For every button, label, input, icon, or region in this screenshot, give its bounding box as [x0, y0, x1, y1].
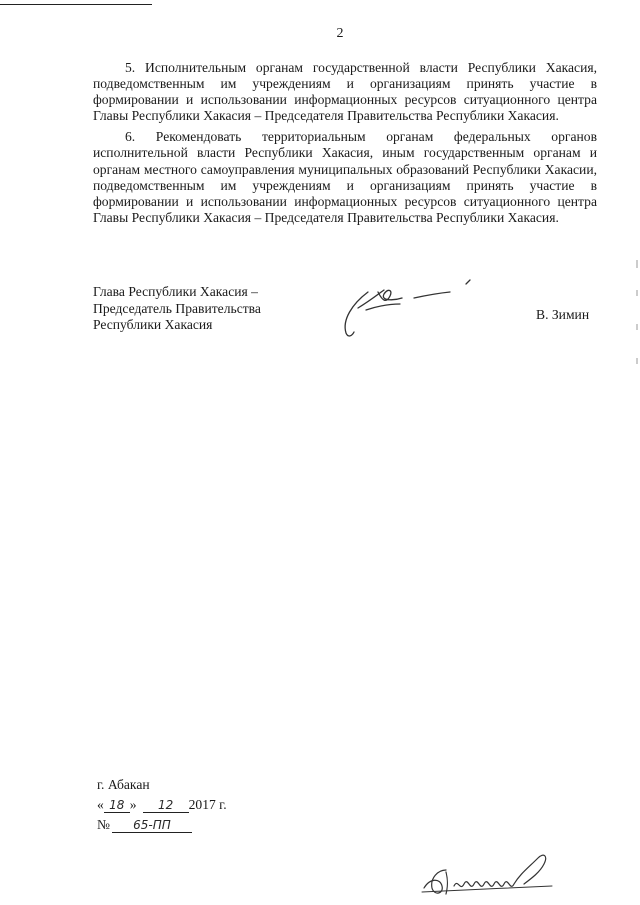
document-body	[93, 60, 597, 231]
signatory-title-line-2: Председатель Правительства	[93, 300, 261, 316]
date-year: 2017 г.	[188, 797, 227, 812]
signatory-title-line-1: Глава Республики Хакасия –	[93, 284, 258, 299]
paragraph-5: 5. Исполнительным органам государственной власти Республики Хакасия, подведомственным им учреждениям и организациям принять участие в формировании и использовании информационных ресурсов ситуационного центра Главы Республики Хакасия – Председателя Правительства Республики Хакасия.	[93, 60, 597, 124]
scan-edge-marks	[636, 260, 638, 380]
header-rule	[0, 4, 152, 5]
date-close-quote: »	[129, 797, 137, 812]
signatory-name: В. Зимин	[536, 307, 590, 322]
city-line: г. Абакан	[97, 777, 150, 792]
signatory-title-line-3: Республики Хакасия	[93, 317, 213, 332]
document-number: 65-ПП	[112, 818, 192, 833]
date-month: 12	[143, 798, 189, 813]
date-day: 18	[104, 798, 130, 813]
number-line	[97, 815, 227, 835]
approval-initials	[420, 848, 560, 898]
paragraph-6: 6. Рекомендовать территориальным органам федеральных органов исполнительной власти Республики Хакасия, иным государственным органам и органам местного самоуправления муниципальных образований Республики Хакасии, подведомственным им учреждениям и организациям принять участие в формировании и использовании информационных ресурсов ситуационного центра Главы Республики Хакасия – Председателя Правительства Республики Хакасия.	[93, 129, 597, 225]
number-prefix: №	[97, 817, 110, 832]
handwritten-signature	[338, 278, 478, 340]
document-footer	[97, 775, 227, 835]
date-open-quote: «	[97, 797, 104, 812]
date-line	[97, 795, 227, 815]
signatory-title	[93, 284, 261, 334]
page-number: 2	[336, 26, 344, 41]
